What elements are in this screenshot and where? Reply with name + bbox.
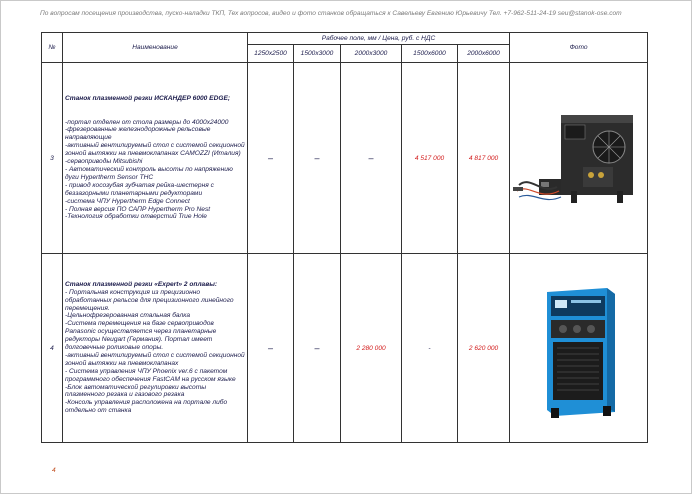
- spec-line: - Система управления ЧПУ Phoenix ver.6 с пакетом программного обеспечения FastCAM на русском языке: [65, 367, 236, 383]
- spec-line: -Технология обработки отверстий True Hole: [65, 213, 207, 221]
- header-name: Наименование: [63, 33, 248, 63]
- size-header: 1500x6000: [402, 45, 458, 63]
- spec-line: -активный вентилируемый стол с системой секционной зонной вытяжки на пневмоклапанах CAMOZZI (Италия): [65, 142, 245, 158]
- spec-line: -портал отделен от стола размеры до 4000x24000: [65, 118, 229, 126]
- inverter-machine-image: [511, 272, 647, 422]
- spec-line: -Блок автоматической регулировки высоты плазменного резака и газового резака: [65, 383, 207, 399]
- product-title: Станок плазменной резки ИСКАНДЕР 6000 EDGE;: [65, 94, 231, 102]
- spec-line: - Автоматический контроль высоты по напряжению дуги Hypertherm Sensor THC: [65, 166, 233, 181]
- page-number: 4: [52, 467, 56, 474]
- spec-line: -сервоприводы Mitsubishi: [65, 158, 143, 166]
- size-header: 1250x2500: [248, 45, 294, 63]
- price-cell: –: [294, 254, 341, 443]
- spec-line: -фрезерованные железнодорожные рельсовые направляющие: [65, 126, 211, 142]
- spec-line: -система ЧПУ Hypertherm Edge Connect: [65, 197, 190, 205]
- product-description: [63, 254, 248, 443]
- row-number: 4: [42, 254, 63, 443]
- size-header: 1500x3000: [294, 45, 341, 63]
- price-cell: 2 620 000: [458, 254, 510, 443]
- spec-line: - Портальная конструкция из прецизионно обработанных рельсов для прецизионного линейного перемещения.: [65, 288, 234, 312]
- size-header: 2000x6000: [458, 45, 510, 63]
- row-number: 3: [42, 63, 63, 254]
- spec-line: -Консоль управления расположена на портале либо отдельно от станка: [65, 399, 228, 415]
- table-row: [42, 63, 648, 254]
- price-cell: –: [248, 63, 294, 254]
- spec-line: - Полная версия ПО САПР Hypertherm Pro Nest: [65, 205, 211, 213]
- product-photo: [510, 254, 648, 443]
- product-title: Станок плазменной резки «Expert» 2 оплавы:: [65, 280, 218, 288]
- price-cell: 4 517 000: [402, 63, 458, 254]
- spec-line: -Система перемещения на базе сервоприводов Panasonic осуществляется через планетарные редукторы Neugart (Германия). Портал имеет долговечные роликовые опоры.: [65, 320, 217, 352]
- price-cell: -: [402, 254, 458, 443]
- product-photo: [510, 63, 648, 254]
- size-header: 2000x3000: [341, 45, 402, 63]
- price-cell: –: [248, 254, 294, 443]
- header-photo: Фото: [510, 33, 648, 63]
- header-workfield: Рабочее поле, мм / Цена, руб. с НДС: [248, 33, 510, 45]
- price-cell: –: [294, 63, 341, 254]
- header-num: №: [42, 33, 63, 63]
- spec-line: -Цельнофрезерованная стальная балка: [65, 312, 191, 320]
- price-cell: 4 817 000: [458, 63, 510, 254]
- price-cell: 2 280 000: [341, 254, 402, 443]
- product-description: [63, 63, 248, 254]
- spec-line: - привод косозубая зубчатая рейка-шестерня с беззазорными планетарными редукторами: [65, 181, 214, 197]
- table-row: [42, 254, 648, 443]
- price-table: [41, 32, 648, 443]
- contact-header-line: По вопросам посещения производства, пуско-наладки ТКП, Тех вопросов, видео и фото станков обращаться к Савельеву Евгению Юрьевичу Тел. +7-962-511-24-19 seu@stanok-ose.com: [40, 10, 622, 17]
- plasma-machine-image: [511, 87, 647, 227]
- spec-line: -активный вентилируемый стол с системой секционной зонной вытяжки на пневмоклапанах: [65, 351, 245, 367]
- price-cell: –: [341, 63, 402, 254]
